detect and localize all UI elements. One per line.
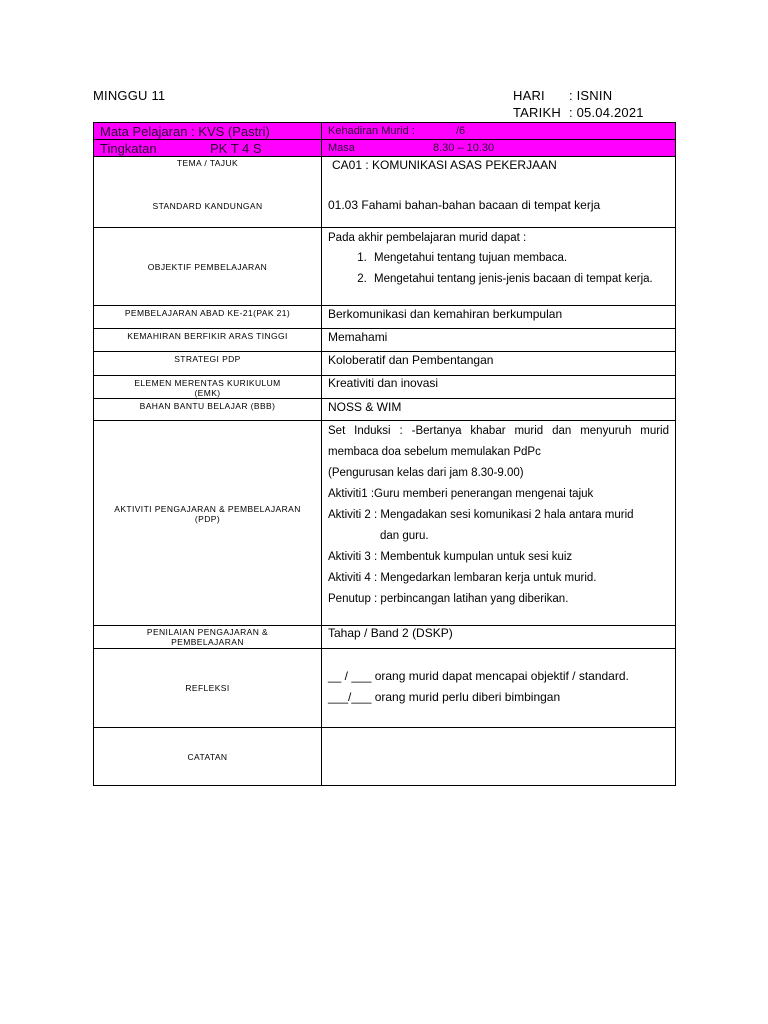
emk-label-cell — [94, 376, 322, 399]
objective-row — [94, 228, 676, 306]
activity-label-line2: (PDP) — [194, 514, 221, 524]
time-label: Masa — [328, 142, 355, 154]
week-label: MINGGU 11 — [93, 88, 166, 103]
standard-label: STANDARD KANDUNGAN — [152, 201, 263, 211]
attendance-cell — [322, 123, 676, 140]
activity-label-cell — [94, 421, 322, 626]
kbat-value-cell — [322, 329, 676, 352]
notes-label: CATATAN — [187, 751, 228, 762]
emk-value-cell — [322, 376, 676, 399]
activity-row — [94, 421, 676, 626]
theme-value: CA01 : KOMUNIKASI ASAS PEKERJAAN — [332, 158, 557, 172]
objective-intro: Pada akhir pembelajaran murid dapat : — [328, 232, 527, 244]
strategy-label: STRATEGI PDP — [174, 354, 241, 364]
objective-label-cell — [94, 228, 322, 306]
emk-label-line1: ELEMEN MERENTAS KURIKULUM — [134, 378, 281, 388]
subject-cell — [94, 123, 322, 140]
activity-class-management: (Pengurusan kelas dari jam 8.30-9.00) — [328, 467, 524, 479]
activity-1: Aktiviti1 :Guru memberi penerangan mengenai tajuk — [328, 488, 594, 500]
subject-value: KVS (Pastri) — [198, 124, 270, 139]
activity-2: Aktiviti 2 : Mengadakan sesi komunikasi 2 hala antara murid — [328, 509, 634, 521]
assessment-label-line2: PEMBELAJARAN — [171, 637, 244, 647]
attendance-value: /6 — [456, 125, 466, 137]
kbat-value: Memahami — [328, 330, 388, 344]
day-value: : ISNIN — [569, 88, 613, 103]
pak21-label: PEMBELAJARAN ABAD KE-21(PAK 21) — [124, 308, 291, 318]
objective-item: 1. Mengetahui tentang tujuan membaca. — [370, 248, 669, 269]
objective-list — [328, 248, 669, 290]
activity-4: Aktiviti 4 : Mengedarkan lembaran kerja untuk murid. — [328, 572, 597, 584]
theme-standard-value-cell — [322, 157, 676, 228]
attendance-label: Kehadiran Murid : — [328, 125, 415, 137]
level-row — [94, 140, 676, 157]
day-label: HARI — [513, 88, 545, 103]
level-cell — [94, 140, 322, 157]
reflection-line1: __ / ___ orang murid dapat mencapai objektif / standard. — [328, 669, 629, 683]
strategy-row — [94, 352, 676, 376]
notes-row — [94, 728, 676, 786]
bbb-label: BAHAN BANTU BELAJAR (BBB) — [139, 401, 276, 411]
bbb-row — [94, 399, 676, 421]
reflection-label: REFLEKSI — [185, 683, 230, 693]
assessment-value: Tahap / Band 2 (DSKP) — [328, 626, 453, 640]
theme-label: TEMA / TAJUK — [176, 158, 239, 168]
activity-3: Aktiviti 3 : Membentuk kumpulan untuk sesi kuiz — [328, 551, 573, 563]
lesson-plan-table — [93, 122, 676, 786]
kbat-label-cell — [94, 329, 322, 352]
day-field — [513, 88, 612, 103]
activity-label-line1: AKTIVITI PENGAJARAN & PEMBELAJARAN — [114, 504, 301, 514]
assessment-label-cell — [94, 626, 322, 649]
date-value: : 05.04.2021 — [569, 105, 644, 120]
activity-2-continued: dan guru. — [380, 530, 429, 542]
pak21-row — [94, 306, 676, 329]
standard-value: 01.03 Fahami bahan-bahan bacaan di tempat kerja — [328, 198, 601, 212]
strategy-label-cell — [94, 352, 322, 376]
bbb-label-cell — [94, 399, 322, 421]
kbat-label: KEMAHIRAN BERFIKIR ARAS TINGGI — [127, 331, 288, 341]
pak21-value-cell — [322, 306, 676, 329]
activity-closing: Penutup : perbincangan latihan yang diberikan. — [328, 593, 569, 605]
notes-value-cell — [322, 728, 676, 786]
bbb-value: NOSS & WIM — [328, 400, 402, 414]
emk-label-line2: (EMK) — [194, 388, 221, 398]
emk-value: Kreativiti dan inovasi — [328, 376, 439, 390]
objective-item: 2. Mengetahui tentang jenis-jenis bacaan di tempat kerja. — [370, 269, 669, 290]
date-label: TARIKH — [513, 105, 561, 120]
subject-row — [94, 123, 676, 140]
subject-label: Mata Pelajaran : — [100, 124, 195, 139]
activity-induction: Set Induksi : -Bertanya khabar murid dan menyuruh murid membaca doa sebelum memulakan PdPc — [328, 425, 669, 458]
notes-label-cell — [94, 728, 322, 786]
reflection-line2: ___/___ orang murid perlu diberi bimbingan — [328, 690, 561, 704]
theme-standard-row — [94, 157, 676, 228]
pak21-value: Berkomunikasi dan kemahiran berkumpulan — [328, 307, 563, 321]
kbat-row — [94, 329, 676, 352]
reflection-value-cell — [322, 649, 676, 728]
objective-label: OBJEKTIF PEMBELAJARAN — [147, 261, 268, 272]
pak21-label-cell — [94, 306, 322, 329]
objective-value-cell — [322, 228, 676, 306]
date-field — [513, 105, 644, 120]
strategy-value: Koloberatif dan Pembentangan — [328, 353, 494, 367]
level-value: PK T 4 S — [210, 141, 262, 156]
reflection-row — [94, 649, 676, 728]
assessment-label-line1: PENILAIAN PENGAJARAN & — [146, 627, 269, 637]
activity-value-cell — [322, 421, 676, 626]
reflection-label-cell — [94, 649, 322, 728]
emk-row — [94, 376, 676, 399]
time-cell — [322, 140, 676, 157]
theme-standard-label-cell — [94, 157, 322, 228]
time-value: 8.30 – 10.30 — [433, 142, 495, 154]
assessment-value-cell — [322, 626, 676, 649]
strategy-value-cell — [322, 352, 676, 376]
level-label: Tingkatan — [100, 141, 157, 156]
assessment-row — [94, 626, 676, 649]
bbb-value-cell — [322, 399, 676, 421]
